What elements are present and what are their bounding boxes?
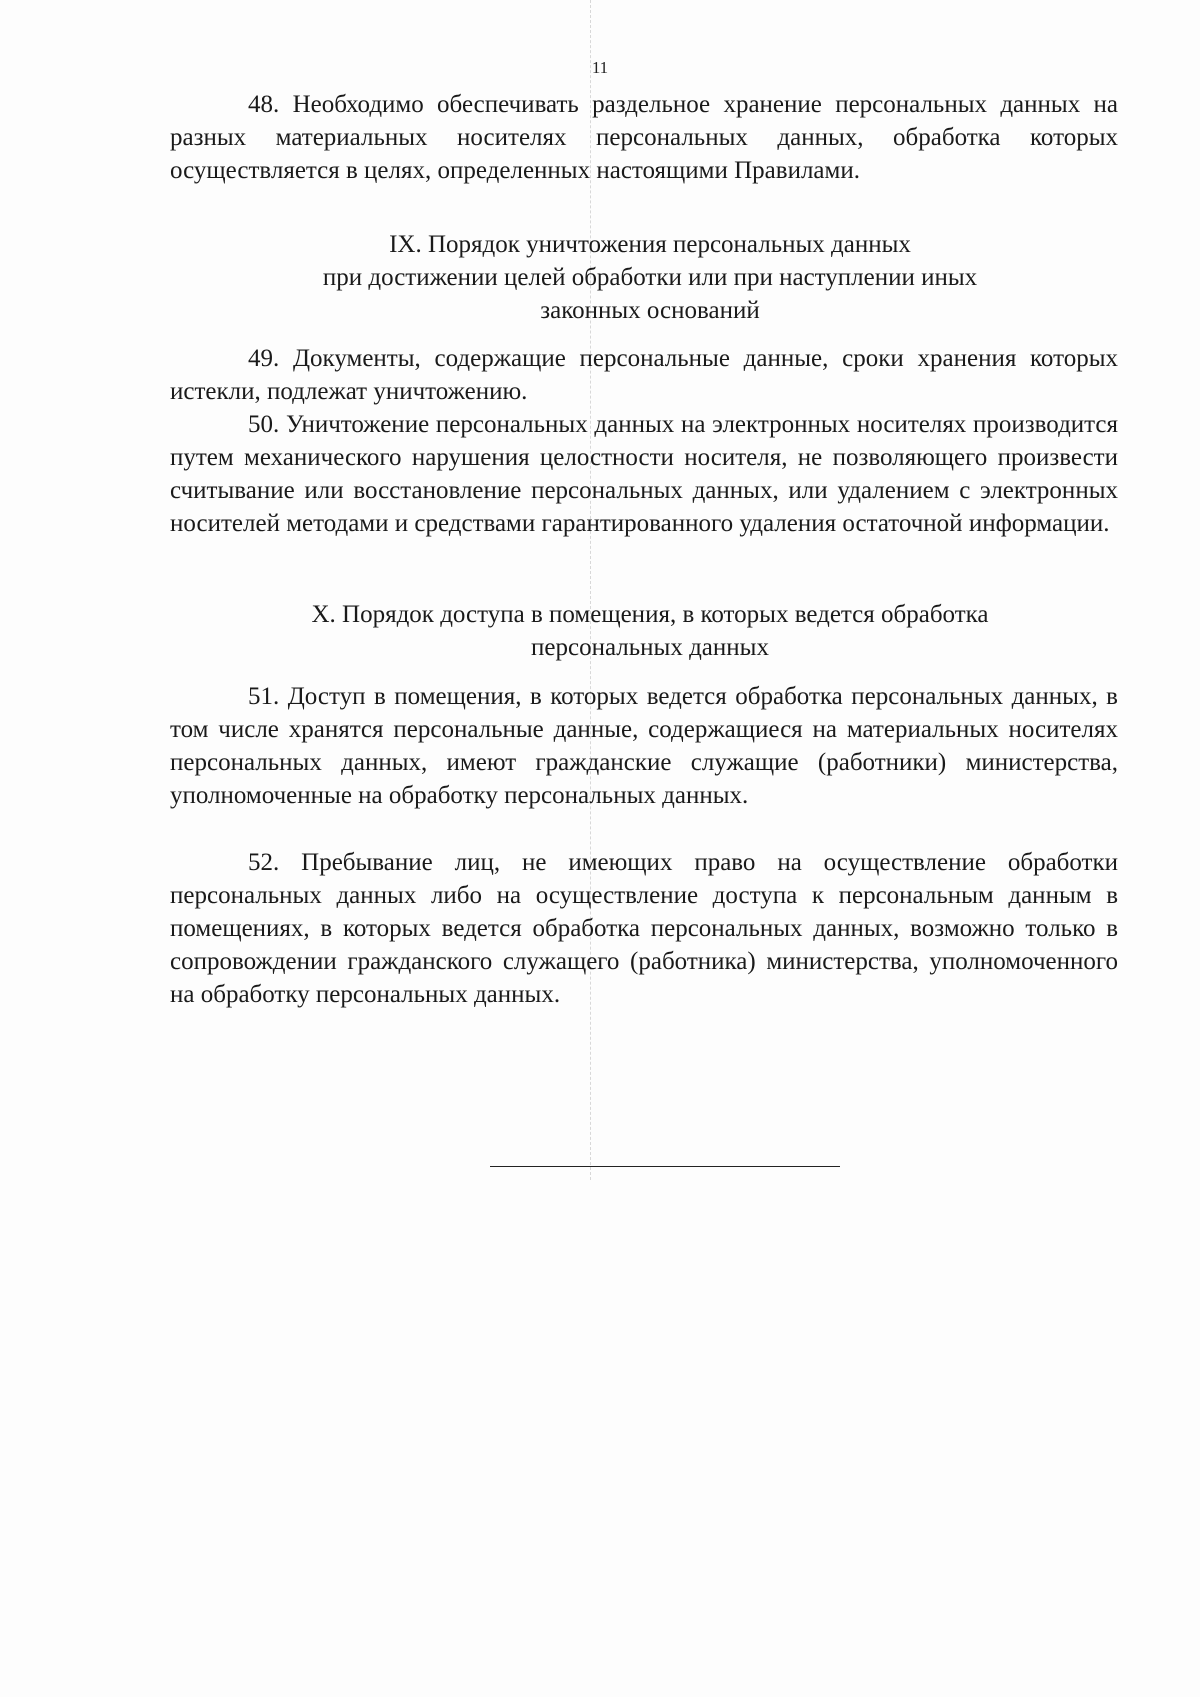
paragraph-52: 52. Пребывание лиц, не имеющих право на осуществление обработки персональных данных либо на осуществление доступа к персональным данным в помещениях, в которых ведется обработка персональных данных, возможно только в сопровождении гражданского служащего (работника) министерства, уполномоченного на обработку персональных данных. <box>170 849 1118 1008</box>
paragraph-50: 50. Уничтожение персональных данных на электронных носителях производится путем механического нарушения целостности носителя, не позволяющего произвести считывание или восстановление персональных данных, или удалением с электронных носителей методами и средствами гарантированного удаления остаточной информации. <box>170 411 1118 537</box>
section-heading-x <box>200 598 1100 664</box>
page-number: 11 <box>591 58 609 77</box>
section-heading-ix-line-1: IX. Порядок уничтожения персональных данных <box>389 231 911 258</box>
end-of-document-rule <box>490 1166 840 1167</box>
paragraph-48: 48. Необходимо обеспечивать раздельное хранение персональных данных на разных материальных носителях персональных данных, обработка которых осуществляется в целях, определенных настоящими Правилами. <box>170 91 1118 184</box>
section-heading-ix-line-3: законных оснований <box>540 297 760 324</box>
section-heading-ix-line-2: при достижении целей обработки или при наступлении иных <box>322 264 978 291</box>
paragraph-49: 49. Документы, содержащие персональные данные, сроки хранения которых истекли, подлежат уничтожению. <box>170 345 1118 405</box>
section-heading-x-line-1: X. Порядок доступа в помещения, в которых ведется обработка <box>311 601 989 628</box>
paragraph-51: 51. Доступ в помещения, в которых ведется обработка персональных данных, в том числе хранятся персональные данные, содержащиеся на материальных носителях персональных данных, имеют гражданские служащие (работники) министерства, уполномоченные на обработку персональных данных. <box>170 683 1118 809</box>
section-heading-ix <box>200 228 1100 327</box>
section-heading-x-line-2: персональных данных <box>531 634 769 661</box>
